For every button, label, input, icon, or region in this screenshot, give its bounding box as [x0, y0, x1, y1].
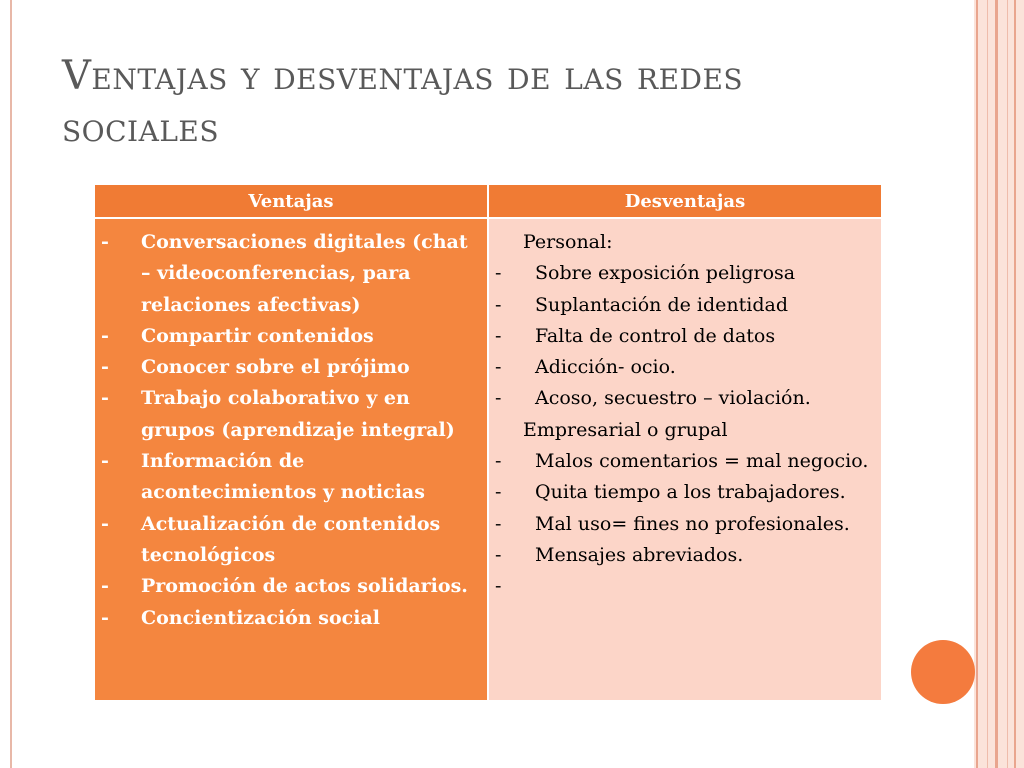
right-decorative-band: [974, 0, 1024, 768]
decorative-stripe: [1007, 0, 1008, 768]
bullet-dash: -: [101, 606, 109, 629]
decorative-stripe: [987, 0, 988, 768]
list-item: [495, 352, 875, 383]
list-item-text: Falta de control de datos: [535, 324, 776, 347]
list-item: [101, 227, 481, 321]
bullet-dash: -: [495, 356, 502, 379]
list-item-text: Acoso, secuestro – violación.: [535, 387, 811, 410]
bullet-dash: -: [495, 481, 502, 504]
bullet-dash: -: [495, 262, 502, 285]
empresarial-list: [495, 446, 875, 598]
list-item-text: Mal uso= fines no profesionales.: [535, 512, 850, 535]
list-item: [101, 383, 481, 446]
desventajas-cell: [488, 218, 882, 701]
bullet-dash: -: [495, 575, 502, 598]
list-item-text: Adicción- ocio.: [535, 356, 676, 379]
list-item: [495, 383, 875, 414]
list-item-text: Conocer sobre el prójimo: [141, 356, 410, 379]
header-ventajas: Ventajas: [94, 184, 488, 218]
ventajas-cell: [94, 218, 488, 701]
bullet-dash: -: [101, 512, 109, 535]
list-item-text: Información de acontecimientos y noticias: [141, 450, 425, 504]
table-header-row: [94, 184, 882, 218]
list-item-text: Quita tiempo a los trabajadores.: [535, 481, 846, 504]
empresarial-group-label: Empresarial o grupal: [523, 418, 728, 441]
bullet-dash: -: [101, 231, 109, 253]
personal-list: [495, 258, 875, 414]
list-item-text: Trabajo colaborativo y en grupos (aprendizaje integral): [141, 387, 455, 441]
list-item-text: Sobre exposición peligrosa: [535, 262, 796, 285]
bullet-dash: -: [101, 387, 109, 410]
comparison-table: [93, 183, 883, 702]
list-item: [495, 258, 875, 289]
list-item-text: Malos comentarios = mal negocio.: [535, 450, 869, 473]
list-item-text: Actualización de contenidos tecnológicos: [141, 512, 441, 566]
list-item-text: Promoción de actos solidarios.: [141, 575, 468, 598]
list-item: [495, 477, 875, 508]
list-item: [101, 321, 481, 352]
left-border-line: [10, 0, 12, 768]
bullet-dash: -: [495, 324, 502, 347]
list-item: [101, 571, 481, 602]
list-item: [495, 290, 875, 321]
list-item-text: Conversaciones digitales (chat – videoconferencias, para relaciones afectivas): [141, 231, 468, 316]
list-item: [101, 446, 481, 509]
decorative-stripe: [1014, 0, 1016, 768]
personal-group-label: Personal:: [523, 231, 613, 253]
header-desventajas: Desventajas: [488, 184, 882, 218]
bullet-dash: -: [101, 356, 109, 379]
decorative-circle: [911, 640, 975, 704]
bullet-dash: -: [495, 543, 502, 566]
list-item: [101, 352, 481, 383]
list-item: [495, 540, 875, 571]
bullet-dash: -: [495, 387, 502, 410]
bullet-dash: -: [495, 293, 502, 316]
bullet-dash: -: [101, 450, 109, 473]
list-item: [495, 509, 875, 540]
list-item-text: Mensajes abreviados.: [535, 543, 744, 566]
list-item: [101, 603, 481, 634]
decorative-stripe: [995, 0, 998, 768]
table-row: [94, 218, 882, 701]
decorative-stripe: [976, 0, 978, 768]
bullet-dash: -: [495, 512, 502, 535]
list-item-text: Compartir contenidos: [141, 324, 374, 347]
slide-title: Ventajas y desventajas de las redes sociales: [62, 53, 744, 151]
ventajas-list: [101, 227, 481, 634]
list-item: [101, 509, 481, 572]
list-item: [495, 321, 875, 352]
bullet-dash: -: [495, 450, 502, 473]
list-item: [495, 446, 875, 477]
bullet-dash: -: [101, 324, 109, 347]
list-item-text: Suplantación de identidad: [535, 293, 788, 316]
bullet-dash: -: [101, 575, 109, 598]
list-item-text: Concientización social: [141, 606, 380, 629]
